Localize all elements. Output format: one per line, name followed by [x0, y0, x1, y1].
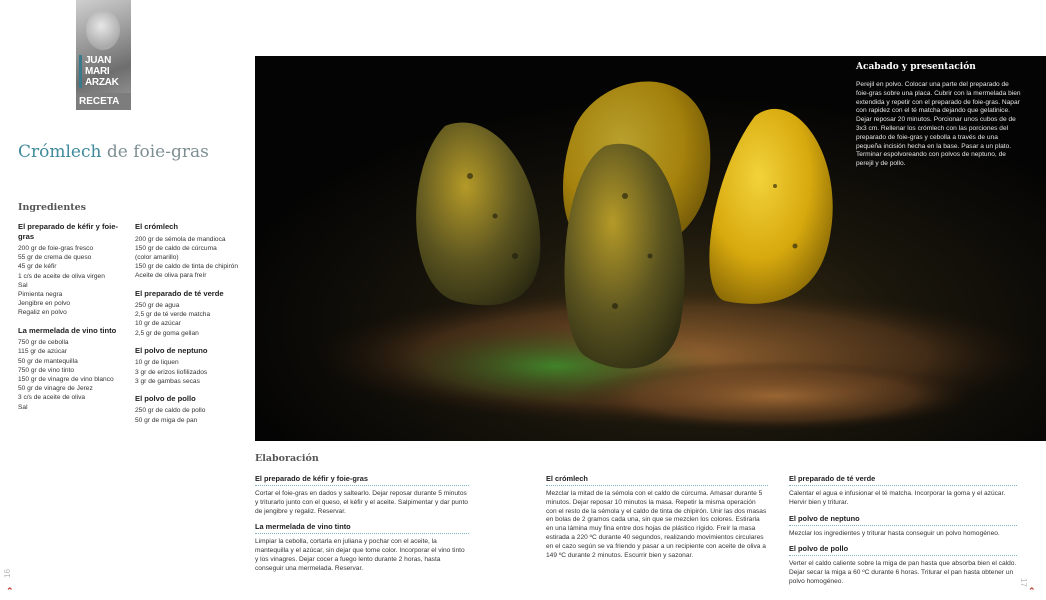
author-name: JUAN MARI ARZAK	[79, 55, 131, 88]
elaboracion-section-text: Calentar el agua e infusionar el té matcha. Incorporar la goma y el azúcar. Hervir bien y triturar.	[789, 490, 1006, 506]
elaboracion-section	[255, 474, 469, 516]
ingredient-item: 200 gr de foie-gras fresco	[18, 245, 94, 252]
elaboracion-section-title: El polvo de pollo	[789, 544, 1017, 556]
ingredient-item: 150 gr de vinagre de vino blanco	[18, 375, 114, 383]
author-badge	[76, 0, 131, 110]
ingredient-item: 2,5 gr de goma gellan	[135, 329, 199, 337]
elaboracion-section	[789, 514, 1017, 539]
ingredient-section	[18, 326, 128, 412]
ingredient-item: 150 gr de caldo de tinta de chipirón	[135, 263, 239, 271]
ingredient-item: 750 gr de vino tinto	[18, 366, 75, 374]
ingredient-item: 3 gr de gambas secas	[135, 377, 200, 385]
elaboracion-section-text: Mezclar los ingredientes y triturar hasta conseguir un polvo homogéneo.	[789, 529, 1000, 537]
ingredient-item: 50 gr de mantequilla	[18, 357, 78, 365]
ingredient-item: 150 gr de caldo de cúrcuma	[135, 244, 217, 252]
recipe-title	[18, 142, 209, 162]
ingredient-item: 45 gr de kéfir	[18, 263, 57, 271]
ingredient-item: Sal	[18, 281, 28, 289]
ingredient-section-title: El preparado de kéfir y foie-gras	[18, 222, 119, 241]
ingredient-item: 3 c/s de aceite de oliva	[18, 394, 86, 402]
ingredient-section-title: El crómlech	[135, 222, 179, 231]
elaboracion-section	[255, 522, 469, 573]
ingredient-item: 2,5 gr de té verde matcha	[135, 311, 211, 319]
ingredient-item: 1 c/s de aceite de oliva virgen	[18, 272, 105, 280]
acabado-block	[856, 62, 1021, 169]
ingredient-section-title: El preparado de té verde	[135, 288, 224, 298]
page-number-right: 17	[1019, 578, 1028, 587]
ingredients-column-1	[18, 222, 128, 420]
ingredient-item: 55 gr de crema de queso	[18, 254, 92, 262]
elaboracion-section-title: El polvo de neptuno	[789, 514, 1017, 526]
ingredient-section-title: El polvo de neptuno	[135, 345, 208, 355]
elaboracion-section-title: El preparado de té verde	[789, 474, 1017, 486]
elaboracion-section	[546, 474, 768, 560]
ingredient-item: 750 gr de cebolla	[18, 339, 69, 347]
acabado-text: Perejil en polvo. Colocar una parte del preparado de foie-gras sobre una placa. Cubrir con la mermelada bien extendida y repetir con el preparado de foie-gras. Napar con rapidez con el té matcha dejando que gelatinice. Dejar reposar 20 minutos. Porcionar unos cubos de de 3x3 cm. Rellenar los crómlech con las porciones del preparado de foie-gras y cebolla a través de una pequeña incisión hecha en la base. Pasar a un plato. Terminar espolvoreando con polvos de neptuno, de perejil y de pollo.	[856, 81, 1021, 168]
next-arrow-icon[interactable]: ⌃	[1028, 586, 1036, 596]
ingredients-column-2	[135, 222, 253, 433]
ingredient-item: (color amarillo)	[135, 253, 179, 261]
prev-arrow-icon[interactable]: ⌃	[6, 586, 14, 596]
elaboracion-section-text: Mezclar la mitad de la sémola con el caldo de cúrcuma. Amasar durante 5 minutos. Dejar reposar 10 minutos la masa. Repetir la misma operación con el resto de la sémola y el caldo de tinta de chipirón. Unir las dos masas en bolas de 2 gramos cada una, sin que se mezclen los colores. Estirarla en una lámina muy fina entre dos hojas de plástico rígido. Freír la masa estirada a 220 ºC durante 40 segundos, realizando movimientos circulares en el cazo según se va friendo y pasar a un recipiente con aceite de oliva a 149 ºC durante 2 minutos. Escurrir bien y sazonar.	[546, 490, 767, 559]
elaboracion-section-title: La mermelada de vino tinto	[255, 522, 469, 534]
ingredient-item: 50 gr de vinagre de Jerez	[18, 385, 93, 393]
ingredient-item: 115 gr de azúcar	[18, 348, 67, 356]
ingredient-item: 10 gr de azúcar	[135, 320, 181, 328]
acabado-heading: Acabado y presentación	[856, 62, 976, 72]
elaboracion-section	[789, 544, 1017, 586]
ingredient-section-title: La mermelada de vino tinto	[18, 325, 117, 335]
elaboracion-section-title: El crómlech	[546, 474, 768, 486]
ingredient-item: Jengibre en polvo	[18, 300, 71, 308]
ingredient-item: 50 gr de miga de pan	[135, 416, 198, 424]
ingredient-item: 250 gr de caldo de pollo	[135, 407, 206, 415]
ingredient-item: Pimienta negra	[18, 291, 63, 299]
ingredient-section	[135, 289, 253, 338]
ingredient-item: Regaliz en polvo	[18, 309, 67, 317]
ingredient-section	[135, 222, 253, 281]
elaboracion-column-1	[255, 474, 469, 580]
ingredient-item: 10 gr de liquen	[135, 359, 179, 367]
ingredients-heading: Ingredientes	[18, 202, 87, 213]
ingredient-item: 3 gr de erizos liofilizados	[135, 368, 208, 376]
elaboracion-column-3	[789, 474, 1017, 593]
section-label: RECETA	[76, 93, 131, 110]
ingredient-item: 250 gr de agua	[135, 302, 180, 310]
title-main: Crómlech	[18, 142, 102, 162]
page-number-left: 16	[3, 569, 12, 578]
title-rest: de foie-gras	[106, 142, 209, 162]
elaboracion-heading: Elaboración	[255, 453, 319, 464]
ingredient-section-title: El polvo de pollo	[135, 393, 196, 403]
ingredient-section	[135, 394, 253, 425]
elaboracion-section-title: El preparado de kéfir y foie-gras	[255, 474, 469, 486]
elaboracion-column-2	[546, 474, 768, 566]
ingredient-item: 200 gr de sémola de mandioca	[135, 235, 226, 243]
elaboracion-section-text: Verter el caldo caliente sobre la miga de pan hasta que absorba bien el caldo. Dejar secar la miga a 60 ºC durante 6 horas. Triturar el pan hasta obtener un polvo homogéneo.	[789, 560, 1017, 585]
elaboracion-section-text: Cortar el foie-gras en dados y saltearlo. Dejar reposar durante 5 minutos y triturarlo junto con el queso, el kéfir y el aceite. Salpimentar y dar punto de jengibre y regaliz. Reservar.	[255, 490, 468, 515]
ingredient-section	[135, 346, 253, 386]
ingredient-item: Sal	[18, 403, 28, 411]
elaboracion-section	[789, 474, 1017, 508]
ingredient-section	[18, 222, 128, 318]
elaboracion-section-text: Limpiar la cebolla, cortarla en juliana y pochar con el aceite, la mantequilla y el azúcar, sin dejar que tome color. Incorporar el vino tinto y los vinagres. Dejar cocer a fuego lento durante 2 horas, hasta conseguir una mermelada. Reservar.	[255, 538, 465, 572]
ingredient-item: Aceite de oliva para freír	[135, 272, 207, 280]
